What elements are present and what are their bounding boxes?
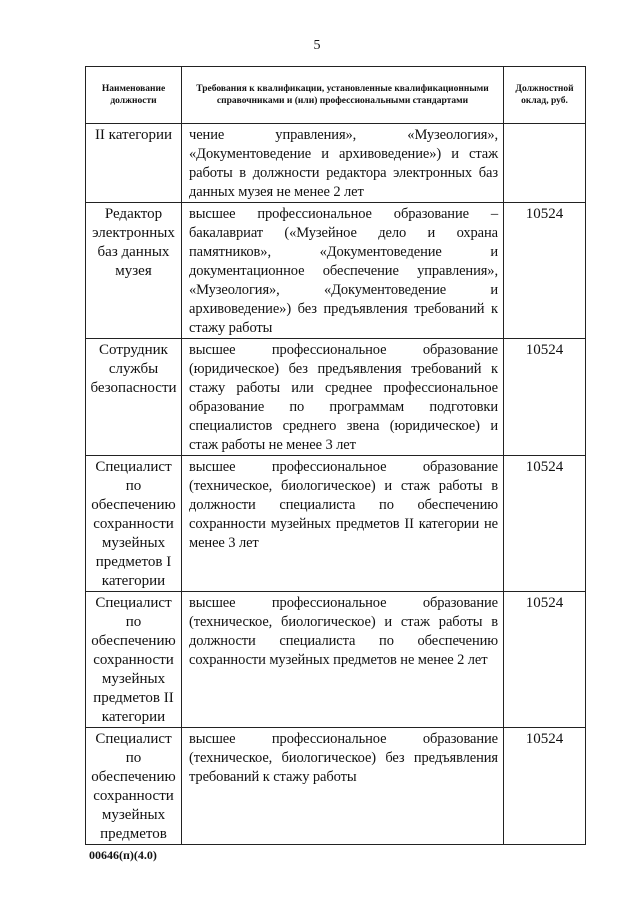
salary-cell: 10524 [504, 728, 586, 845]
table-row [86, 728, 586, 845]
table-row [86, 592, 586, 728]
requirements-cell: высшее профессиональное образование (техническое, биологическое) и стаж работы в должности специалиста по обеспечению сохранности музейных предметов II категории не менее 3 лет [182, 456, 504, 592]
requirements-cell: чение управления», «Музеология», «Документоведение и архивоведение») и стаж работы в должности редактора электронных баз данных музея не менее 2 лет [182, 124, 504, 203]
salary-cell: 10524 [504, 203, 586, 339]
table-row [86, 456, 586, 592]
position-cell: Специалист по обеспечению сохранности музейных предметов II категории [86, 592, 182, 728]
requirements-cell: высшее профессиональное образование (техническое, биологическое) без предъявления требований к стажу работы [182, 728, 504, 845]
table-row [86, 339, 586, 456]
requirements-cell: высшее профессиональное образование (техническое, биологическое) и стаж работы в должности специалиста по обеспечению сохранности музейных предметов не менее 2 лет [182, 592, 504, 728]
salary-cell: 10524 [504, 592, 586, 728]
table-row [86, 203, 586, 339]
qualification-table [85, 66, 586, 845]
requirements-cell: высшее профессиональное образование – бакалавриат («Музейное дело и охрана памятников», «Документоведение и документационное обеспечение управления», «Музеология», «Документоведение и архивоведение») без предъявления требований к стажу работы [182, 203, 504, 339]
header-requirements: Требования к квалификации, установленные квалификационными справочниками и (или) профессиональными стандартами [182, 67, 504, 124]
header-salary: Должностной оклад, руб. [504, 67, 586, 124]
header-position: Наименование должности [86, 67, 182, 124]
position-cell: Редактор электронных баз данных музея [86, 203, 182, 339]
position-cell: Специалист по обеспечению сохранности музейных предметов I категории [86, 456, 182, 592]
requirements-cell: высшее профессиональное образование (юридическое) без предъявления требований к стажу работы или среднее профессиональное образование по программам подготовки специалистов среднего звена (юридическое) и стаж работы не менее 3 лет [182, 339, 504, 456]
document-code: 00646(п)(4.0) [89, 848, 157, 862]
table-row [86, 124, 586, 203]
salary-cell: 10524 [504, 456, 586, 592]
table-header-row [86, 67, 586, 124]
salary-cell: 10524 [504, 339, 586, 456]
position-cell: II категории [86, 124, 182, 203]
salary-cell [504, 124, 586, 203]
position-cell: Сотрудник службы безопасности [86, 339, 182, 456]
position-cell: Специалист по обеспечению сохранности музейных предметов [86, 728, 182, 845]
page-number: 5 [313, 38, 321, 53]
